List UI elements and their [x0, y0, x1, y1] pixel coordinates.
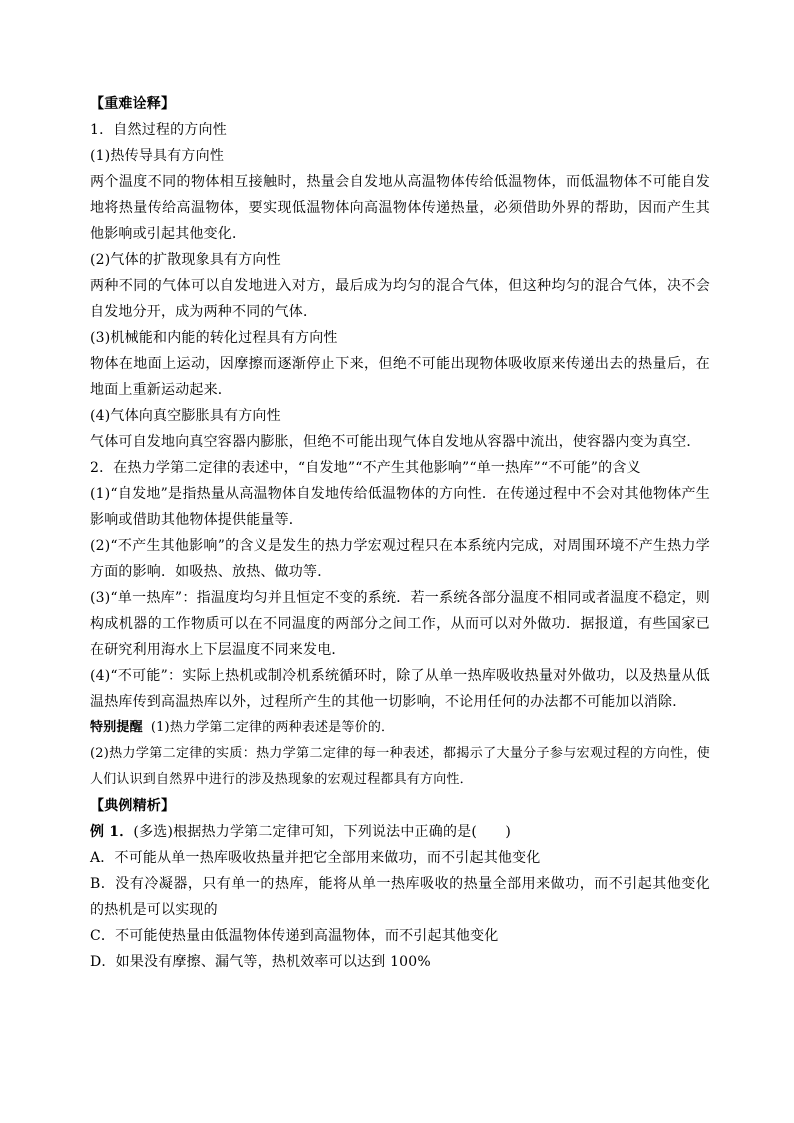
special-tip-1-text: (1)热力学第二定律的两种表述是等价的．: [150, 720, 395, 735]
option-a: A．不可能从单一热库吸收热量并把它全部用来做功，而不引起其他变化: [90, 850, 541, 866]
section-heading-key-points: 【重难诠释】: [90, 96, 176, 112]
sub-1-text: 两个温度不同的物体相互接触时，热量会自发地从高温物体传给低温物体，而低温物体不可能自发地将热量传给高温物体，要实现低温物体向高温物体传递热量，必须借助外界的帮助，因而产生其他影响或引起其他变化．: [90, 174, 710, 242]
sub-2-title: (2)气体的扩散现象具有方向性: [90, 252, 281, 268]
item-2-title: 2．在热力学第二定律的表述中，“自发地”“不产生其他影响”“单一热库”“不可能”的含义: [90, 460, 641, 476]
sub-4-text: 气体可自发地向真空容器内膨胀，但绝不可能出现气体自发地从容器中流出，使容器内变为真空．: [90, 434, 701, 450]
sub-3-text: 物体在地面上运动，因摩擦而逐渐停止下来，但绝不可能出现物体吸收原来传递出去的热量后，在地面上重新运动起来．: [90, 356, 710, 398]
special-tip-label: 特别提醒: [90, 720, 143, 735]
meaning-paragraph-3: (3)“单一热库”：指温度均匀并且恒定不变的系统．若一系统各部分温度不相同或者温度不稳定，则构成机器的工作物质可以在不同温度的两部分之间工作，从而可以对外做功．据报道，有些国家已在研究利用海水上下层温度不同来发电．: [90, 590, 710, 658]
sub-4-title: (4)气体向真空膨胀具有方向性: [90, 408, 281, 424]
section-heading-examples: 【典例精析】: [90, 798, 176, 814]
meaning-paragraph-4: (4)“不可能”：实际上热机或制冷机系统循环时，除了从单一热库吸收热量对外做功，以及热量从低温热库传到高温热库以外，过程所产生的其他一切影响，不论用任何的办法都不可能加以消除．: [90, 668, 710, 710]
special-tip-1: [90, 715, 710, 741]
item-1-title: 1．自然过程的方向性: [90, 122, 227, 138]
sub-3-title: (3)机械能和内能的转化过程具有方向性: [90, 330, 338, 346]
sub-2-text: 两种不同的气体可以自发地进入对方，最后成为均匀的混合气体，但这种均匀的混合气体，决不会自发地分开，成为两种不同的气体．: [90, 278, 710, 320]
sub-1-title: (1)热传导具有方向性: [90, 148, 225, 164]
example-1-stem: [90, 819, 710, 845]
option-b: B．没有冷凝器，只有单一的热库，能将从单一热库吸收的热量全部用来做功，而不引起其他变化的热机是可以实现的: [90, 876, 710, 918]
example-1-question: (多选)根据热力学第二定律可知，下列说法中正确的是( ): [133, 824, 512, 840]
meaning-paragraph-1: (1)“自发地”是指热量从高温物体自发地传给低温物体的方向性．在传递过程中不会对其他物体产生影响或借助其他物体提供能量等．: [90, 486, 710, 528]
meaning-paragraph-2: (2)“不产生其他影响”的含义是发生的热力学宏观过程只在本系统内完成，对周围环境不产生热力学方面的影响．如吸热、放热、做功等．: [90, 538, 710, 580]
example-1-label: 例 1．: [90, 824, 134, 840]
option-c: C．不可能使热量由低温物体传递到高温物体，而不引起其他变化: [90, 928, 499, 944]
option-d: D．如果没有摩擦、漏气等，热机效率可以达到 100%: [90, 954, 431, 970]
special-tip-2: (2)热力学第二定律的实质：热力学第二定律的每一种表述，都揭示了大量分子参与宏观过程的方向性，使人们认识到自然界中进行的涉及热现象的宏观过程都具有方向性．: [90, 746, 710, 787]
document-content: [90, 91, 710, 975]
